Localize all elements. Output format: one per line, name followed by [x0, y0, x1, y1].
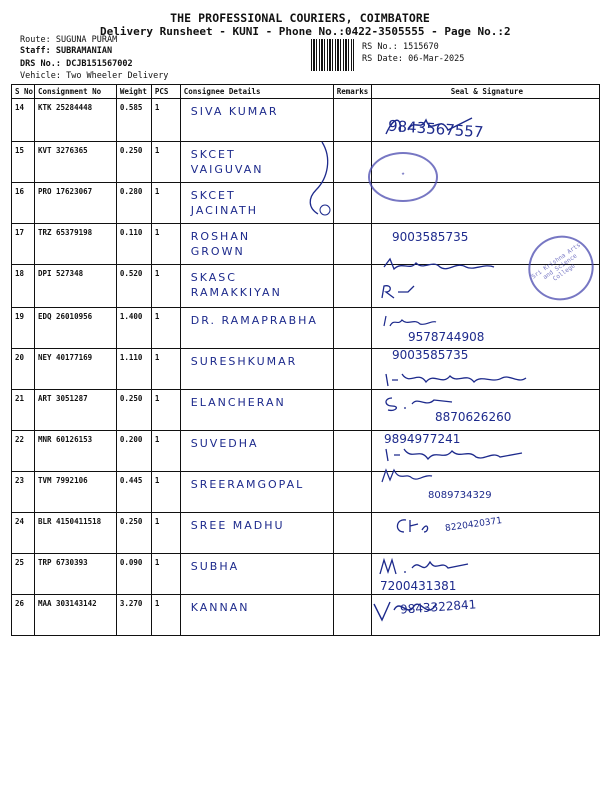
- consignee-name-cell: [180, 513, 333, 554]
- consignee-name-cell: [180, 99, 333, 142]
- consignee-name-line2: [181, 573, 333, 575]
- pieces-count-cell: [151, 224, 180, 265]
- consignee-name-line2: [181, 450, 333, 452]
- consignee-name-cell: [180, 554, 333, 595]
- consignee-name: SUBHA: [190, 560, 240, 573]
- pieces-count: 1: [154, 558, 160, 567]
- weight-value: 3.270: [119, 599, 143, 608]
- table-row: [12, 595, 600, 636]
- consignee-name: SKCET: [190, 189, 236, 202]
- serial-number-cell: [12, 390, 35, 431]
- weight-value-cell: [116, 308, 151, 349]
- consignment-number-cell: [34, 349, 116, 390]
- consignee-name-line2: GROWN: [190, 245, 245, 258]
- seal-stamp-icon: ★: [368, 152, 438, 202]
- table-row: [12, 513, 600, 554]
- vehicle-line: [20, 71, 168, 81]
- consignment-number: ART 3051287: [37, 394, 88, 403]
- consignee-name-line2: VAIGUVAN: [190, 163, 264, 176]
- vehicle-label: Vehicle:: [20, 71, 61, 81]
- column-header: Consignment No: [34, 85, 116, 99]
- column-header: Remarks: [333, 85, 371, 99]
- remarks-cell: [333, 390, 371, 431]
- signature-scribble-icon: [382, 392, 462, 414]
- pieces-count: 1: [154, 103, 160, 112]
- staff-value: SUBRAMANIAN: [55, 46, 113, 56]
- pieces-count: 1: [154, 312, 160, 321]
- pieces-count-cell: [151, 595, 180, 636]
- signature-scribble-icon: [378, 282, 418, 302]
- consignee-name-cell: [180, 265, 333, 308]
- weight-value: 0.250: [119, 394, 143, 403]
- staff-line: [20, 46, 112, 56]
- serial-number: 21: [15, 394, 25, 403]
- signature-scribble-icon: [380, 255, 510, 277]
- signature-scribble-icon: [378, 466, 438, 488]
- column-header: PCS: [151, 85, 180, 99]
- consignee-name: SREE MADHU: [190, 519, 285, 532]
- pieces-count-cell: [151, 183, 180, 224]
- weight-value-cell: [116, 224, 151, 265]
- consignment-number: TVM 7992106: [37, 476, 88, 485]
- column-header: Consignee Details: [180, 85, 333, 99]
- pieces-count: 1: [154, 187, 160, 196]
- serial-number-cell: [12, 595, 35, 636]
- serial-number-cell: [12, 431, 35, 472]
- weight-value: 0.250: [119, 146, 143, 155]
- remarks-cell: [333, 308, 371, 349]
- serial-number-cell: [12, 142, 35, 183]
- remarks-cell: [333, 349, 371, 390]
- weight-value: 1.400: [119, 312, 143, 321]
- signature-note: 9003585735: [392, 230, 469, 244]
- consignee-name-cell: [180, 472, 333, 513]
- serial-number: 16: [15, 187, 25, 196]
- pieces-count: 1: [154, 517, 160, 526]
- consignee-name-line2: JACINATH: [190, 204, 258, 217]
- weight-value-cell: [116, 554, 151, 595]
- weight-value-cell: [116, 99, 151, 142]
- table-row: [12, 99, 600, 142]
- pieces-count-cell: [151, 390, 180, 431]
- pieces-count-cell: [151, 349, 180, 390]
- consignment-number: PRO 17623067: [37, 187, 93, 196]
- column-header: Seal & Signature: [371, 85, 599, 99]
- serial-number-cell: [12, 308, 35, 349]
- signature-note: 8089734329: [428, 490, 492, 501]
- consignment-number-cell: [34, 513, 116, 554]
- weight-value-cell: [116, 349, 151, 390]
- serial-number-cell: [12, 349, 35, 390]
- signature-note: 8220420371: [444, 516, 503, 534]
- rs-number-value: 1515670: [402, 42, 439, 52]
- serial-number-cell: [12, 554, 35, 595]
- serial-number-cell: [12, 513, 35, 554]
- column-header: S No: [12, 85, 35, 99]
- pieces-count: 1: [154, 228, 160, 237]
- pieces-count: 1: [154, 394, 160, 403]
- consignee-name: SURESHKUMAR: [190, 355, 298, 368]
- consignee-name-cell: [180, 308, 333, 349]
- pieces-count: 1: [154, 476, 160, 485]
- signature-note: 9843322841: [399, 597, 477, 617]
- consignee-name-cell: [180, 431, 333, 472]
- pieces-count: 1: [154, 435, 160, 444]
- rs-date-line: [362, 54, 464, 64]
- consignee-name-line2: [181, 368, 333, 370]
- signature-scribble-icon: [380, 312, 440, 330]
- rs-number-label: RS No.:: [362, 42, 398, 52]
- signature-scribble-icon: [370, 596, 450, 626]
- table-header-row: [12, 85, 600, 99]
- weight-value-cell: [116, 472, 151, 513]
- remarks-cell: [333, 431, 371, 472]
- serial-number: 17: [15, 228, 25, 237]
- consignee-name-line2: [181, 491, 333, 493]
- consignment-number-cell: [34, 472, 116, 513]
- pieces-count: 1: [154, 353, 160, 362]
- weight-value-cell: [116, 265, 151, 308]
- serial-number: 20: [15, 353, 25, 362]
- signature-scribble-icon: [380, 112, 480, 142]
- table-row: [12, 265, 600, 308]
- consignment-number-cell: [34, 183, 116, 224]
- weight-value: 1.110: [119, 353, 143, 362]
- consignment-number-cell: [34, 554, 116, 595]
- serial-number: 14: [15, 103, 25, 112]
- pieces-count: 1: [154, 146, 160, 155]
- serial-number-cell: [12, 472, 35, 513]
- weight-value-cell: [116, 513, 151, 554]
- consignee-name: SKCET: [190, 148, 236, 161]
- consignment-number-cell: [34, 99, 116, 142]
- consignment-number-cell: [34, 142, 116, 183]
- rs-number-line: [362, 42, 439, 52]
- consignee-name: ROSHAN: [190, 230, 251, 243]
- consignee-name-line2: [181, 409, 333, 411]
- serial-number: 24: [15, 517, 25, 526]
- weight-value: 0.200: [119, 435, 143, 444]
- weight-value-cell: [116, 142, 151, 183]
- serial-number: 15: [15, 146, 25, 155]
- bracket-scribble-icon: [298, 138, 338, 222]
- weight-value-cell: [116, 183, 151, 224]
- staff-label: Staff:: [20, 46, 51, 56]
- rs-date-value: 06-Mar-2025: [408, 54, 465, 64]
- remarks-cell: [333, 99, 371, 142]
- table-row: [12, 472, 600, 513]
- serial-number: 26: [15, 599, 25, 608]
- consignment-number: KTK 25284448: [37, 103, 93, 112]
- weight-value: 0.280: [119, 187, 143, 196]
- remarks-cell: [333, 224, 371, 265]
- remarks-cell: [333, 142, 371, 183]
- remarks-cell: [333, 554, 371, 595]
- consignment-number: EDQ 26010956: [37, 312, 93, 321]
- consignee-name: SREERAMGOPAL: [190, 478, 305, 491]
- serial-number: 23: [15, 476, 25, 485]
- barcode-icon: [311, 39, 354, 71]
- weight-value: 0.585: [119, 103, 143, 112]
- signature-note: 9003585735: [392, 348, 469, 362]
- consignee-name: SIVA KUMAR: [190, 105, 279, 118]
- consignee-name-cell: [180, 390, 333, 431]
- consignment-number-cell: [34, 431, 116, 472]
- weight-value: 0.445: [119, 476, 143, 485]
- serial-number: 19: [15, 312, 25, 321]
- serial-number-cell: [12, 183, 35, 224]
- consignment-number: NEY 40177169: [37, 353, 93, 362]
- serial-number-cell: [12, 265, 35, 308]
- consignment-number-cell: [34, 595, 116, 636]
- consignee-name-line2: [181, 614, 333, 616]
- consignment-number-cell: [34, 265, 116, 308]
- weight-value-cell: [116, 431, 151, 472]
- signature-scribble-icon: [382, 368, 532, 390]
- consignment-number: BLR 4150411518: [37, 517, 102, 526]
- college-seal-text: Sri Krishna Arts and Science College: [530, 241, 582, 283]
- pieces-count-cell: [151, 554, 180, 595]
- signature-scribble-icon: [380, 445, 530, 465]
- table-row: [12, 554, 600, 595]
- route-line: [20, 35, 117, 45]
- serial-number: 18: [15, 269, 25, 278]
- consignment-number: MNR 60126153: [37, 435, 93, 444]
- consignee-name: KANNAN: [190, 601, 250, 614]
- consignment-number: MAA 303143142: [37, 599, 97, 608]
- weight-value-cell: [116, 595, 151, 636]
- consignee-name-line2: RAMAKKIYAN: [190, 286, 282, 299]
- consignee-name: DR. RAMAPRABHA: [190, 314, 318, 327]
- table-row: [12, 308, 600, 349]
- weight-value: 0.110: [119, 228, 143, 237]
- weight-value: 0.250: [119, 517, 143, 526]
- vehicle-value: Two Wheeler Delivery: [66, 71, 169, 81]
- pieces-count-cell: [151, 308, 180, 349]
- weight-value: 0.520: [119, 269, 143, 278]
- signature-scribble-icon: [392, 514, 432, 536]
- remarks-cell: [333, 513, 371, 554]
- serial-number: 22: [15, 435, 25, 444]
- consignee-name: SUVEDHA: [190, 437, 259, 450]
- company-title: THE PROFESSIONAL COURIERS, COIMBATORE: [170, 11, 430, 25]
- remarks-cell: [333, 595, 371, 636]
- consignee-name-line2: [181, 118, 333, 120]
- weight-value-cell: [116, 390, 151, 431]
- remarks-cell: [333, 265, 371, 308]
- remarks-cell: [333, 183, 371, 224]
- route-value: SUGUNA PURAM: [55, 35, 118, 45]
- weight-value: 0.090: [119, 558, 143, 567]
- pieces-count: 1: [154, 599, 160, 608]
- consignment-number-cell: [34, 308, 116, 349]
- consignee-name: ELANCHERAN: [190, 396, 286, 409]
- consignment-number-cell: [34, 390, 116, 431]
- remarks-cell: [333, 472, 371, 513]
- drs-value: DCJB151567002: [66, 59, 133, 69]
- drs-line: [20, 59, 133, 69]
- runsheet-subtitle: Delivery Runsheet - KUNI - Phone No.:0422-3505555 - Page No.:2: [100, 25, 511, 38]
- consignee-name-cell: [180, 224, 333, 265]
- consignment-number-cell: [34, 224, 116, 265]
- consignee-name-cell: [180, 349, 333, 390]
- serial-number-cell: [12, 224, 35, 265]
- table-row: [12, 224, 600, 265]
- drs-label: DRS No.:: [20, 59, 61, 69]
- pieces-count-cell: [151, 265, 180, 308]
- signature-note: 9843567557: [387, 116, 484, 142]
- consignment-number: DPI 527348: [37, 269, 84, 278]
- serial-number: 25: [15, 558, 25, 567]
- pieces-count-cell: [151, 472, 180, 513]
- serial-number-cell: [12, 99, 35, 142]
- consignment-number: TRZ 65379198: [37, 228, 93, 237]
- pieces-count: 1: [154, 269, 160, 278]
- consignee-name-line2: [181, 532, 333, 534]
- consignee-name-cell: [180, 595, 333, 636]
- rs-date-label: RS Date:: [362, 54, 403, 64]
- signature-note: 8870626260: [435, 410, 512, 424]
- pieces-count-cell: [151, 142, 180, 183]
- signature-note: 9894977241: [384, 432, 461, 446]
- consignment-number: KVT 3276365: [37, 146, 88, 155]
- pieces-count-cell: [151, 513, 180, 554]
- column-header: Weight: [116, 85, 151, 99]
- signature-note: 9578744908: [408, 330, 485, 344]
- signature-note: 7200431381: [380, 579, 457, 593]
- signature-scribble-icon: [376, 554, 476, 580]
- pieces-count-cell: [151, 431, 180, 472]
- pieces-count-cell: [151, 99, 180, 142]
- consignment-number: TRP 6730393: [37, 558, 88, 567]
- consignee-name: SKASC: [190, 271, 237, 284]
- route-label: Route:: [20, 35, 51, 45]
- consignee-name-line2: [181, 327, 333, 329]
